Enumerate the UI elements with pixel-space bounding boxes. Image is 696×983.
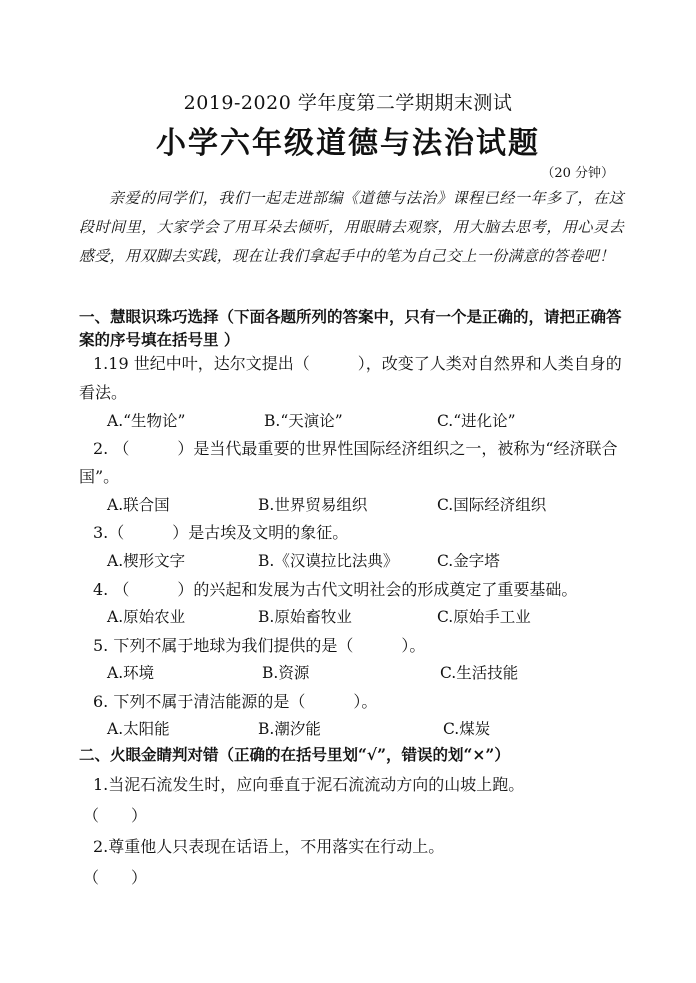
question-1-text-cont: 看法。 <box>79 383 128 402</box>
q6-option-c: C.煤炭 <box>443 720 491 738</box>
intro-paragraph: 亲爱的同学们，我们一起走进部编《道德与法治》课程已经一年多了，在这段时间里，大家学会了用耳朵去倾听，用眼睛去观察，用大脑去思考，用心灵去感受，用双脚去实践，现在让我们拿起手中的笔为自己交上一份满意的答卷吧！ <box>79 189 624 265</box>
question-2-text: 2. （ ）是当代最重要的世界性国际经济组织之一，被称为“经济联合 <box>93 439 618 458</box>
q5-option-c: C.生活技能 <box>440 664 519 682</box>
question-1-text: 1.19 世纪中叶，达尔文提出（ ），改变了人类对自然界和人类自身的 <box>93 354 622 373</box>
question-4-text: 4. （ ）的兴起和发展为古代文明社会的形成奠定了重要基础。 <box>93 580 578 599</box>
q2-option-a: A.联合国 <box>107 496 170 514</box>
question-5-text: 5. 下列不属于地球为我们提供的是（ ）。 <box>93 636 426 655</box>
question-6-text: 6. 下列不属于清洁能源的是（ ）。 <box>93 692 378 711</box>
q5-option-a: A.环境 <box>107 664 155 682</box>
q4-option-b: B.原始畜牧业 <box>258 608 352 626</box>
q6-option-a: A.太阳能 <box>107 720 170 738</box>
q1-option-a: A.“生物论” <box>107 412 186 430</box>
q3-option-a: A.楔形文字 <box>107 552 186 570</box>
exam-title: 小学六年级道德与法治试题 <box>156 126 540 161</box>
section1-heading: 一、慧眼识珠巧选择（下面各题所列的答案中，只有一个是正确的，请把正确答案的序号填在括号里 ） <box>79 307 622 349</box>
q4-option-a: A.原始农业 <box>107 608 186 626</box>
question-3-text: 3.（ ）是古埃及文明的象征。 <box>93 523 349 542</box>
section2-heading: 二、火眼金睛判对错（正确的在括号里划“√”，错误的划“×”） <box>79 745 510 764</box>
q6-option-b: B.潮汐能 <box>258 720 321 738</box>
q2-option-b: B.世界贸易组织 <box>258 496 368 514</box>
judge-1-text: 1.当泥石流发生时，应向垂直于泥石流流动方向的山坡上跑。 <box>93 775 525 794</box>
question-2-text-cont: 国”。 <box>79 467 120 486</box>
judge-2-text: 2.尊重他人只表现在话语上，不用落实在行动上。 <box>93 837 445 856</box>
q4-option-c: C.原始手工业 <box>437 608 531 626</box>
q1-option-b: B.“天演论” <box>264 412 343 430</box>
q5-option-b: B.资源 <box>262 664 310 682</box>
judge-2-blank[interactable]: （ ） <box>83 868 148 887</box>
exam-subtitle: 2019-2020 学年度第二学期期末测试 <box>183 92 513 114</box>
time-limit: （20 分钟） <box>541 166 614 181</box>
q3-option-b: B.《汉谟拉比法典》 <box>258 552 399 570</box>
q3-option-c: C.金字塔 <box>437 552 500 570</box>
q2-option-c: C.国际经济组织 <box>437 496 547 514</box>
judge-1-blank[interactable]: （ ） <box>83 806 148 825</box>
q1-option-c: C.“进化论” <box>437 412 516 430</box>
